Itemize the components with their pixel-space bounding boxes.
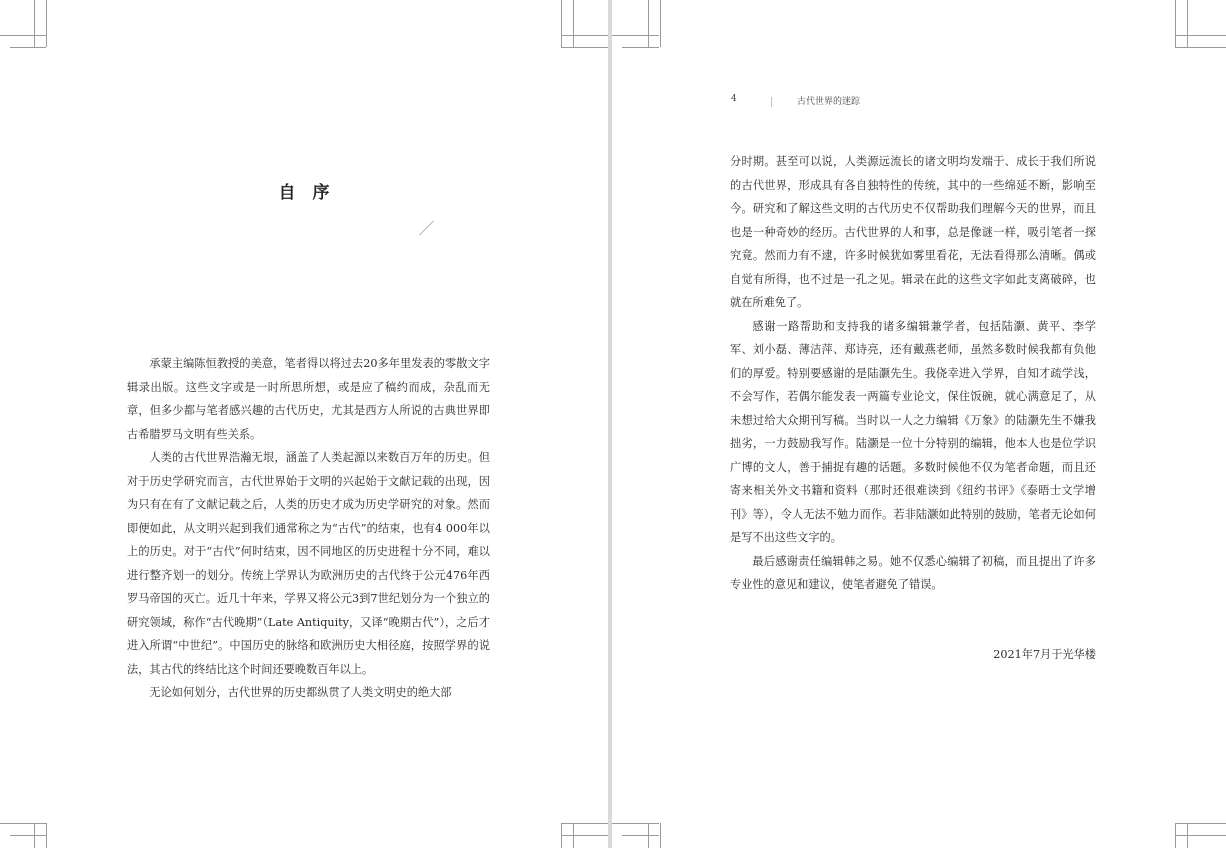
crop-mark <box>1175 835 1226 836</box>
running-title: 古代世界的迷踪 <box>797 97 861 107</box>
crop-mark <box>1175 823 1176 848</box>
crop-mark <box>1187 823 1188 848</box>
crop-mark <box>612 35 659 36</box>
page-title: 自 序 <box>278 183 330 203</box>
crop-mark <box>561 835 608 836</box>
header-separator <box>771 97 772 107</box>
crop-mark <box>622 47 659 48</box>
paragraph: 分时期。甚至可以说，人类源远流长的诸文明均发端于、成长于我们所说的古代世界，形成具有各自独特性的传统，其中的一些绵延不断，影响至今。研究和了解这些文明的古代历史不仅帮助我们理解今天的世界，而且也是一种奇妙的经历。古代世界的人和事，总是像谜一样，吸引笔者一探究竟。然而力有不逮，许多时候犹如雾里看花，无法看得那么清晰。偶或自觉有所得，也不过是一孔之见。辑录在此的这些文字如此支离破碎，也就在所难免了。 <box>730 155 1096 309</box>
crop-mark <box>1175 35 1226 36</box>
signature-date: 2021年7月于光华楼 <box>993 648 1096 661</box>
crop-mark <box>660 823 661 848</box>
paragraph: 感谢一路帮助和支持我的诸多编辑兼学者，包括陆灏、黄平、李学军、刘小磊、薄洁萍、郑诗亮，还有戴燕老师，虽然多数时候我都有负他们的厚爱。特别要感谢的是陆灏先生。我侥幸进入学界，自知才疏学浅，不会写作，若偶尔能发表一两篇专业论文，保住饭碗，就心满意足了，从未想过给大众期刊写稿。当时以一人之力编辑《万象》的陆灏先生不嫌我拙劣，一力鼓励我写作。陆灏是一位十分特别的编辑，他本人也是位学识广博的文人，善于捕捉有趣的话题。多数时候他不仅为笔者命题，而且还寄来相关外文书籍和资料（那时还很难读到《纽约书评》《泰晤士文学增刊》等），令人无法不勉力而作。若非陆灏如此特别的鼓励，笔者无论如何是写不出这些文字的。 <box>730 319 1096 544</box>
crop-mark <box>648 0 649 47</box>
crop-mark <box>1175 823 1226 824</box>
left-page-body <box>127 352 490 705</box>
paragraph: 无论如何划分，古代世界的历史都纵贯了人类文明史的绝大部 <box>149 686 452 699</box>
crop-mark <box>622 835 659 836</box>
crop-mark <box>648 823 649 848</box>
crop-mark <box>46 0 47 47</box>
crop-mark <box>561 823 562 848</box>
crop-mark <box>10 47 46 48</box>
crop-mark <box>573 823 574 848</box>
crop-mark <box>1175 0 1176 47</box>
crop-mark <box>612 823 659 824</box>
crop-mark <box>1187 0 1188 47</box>
right-page-body <box>730 150 1096 597</box>
crop-mark <box>34 0 35 47</box>
paragraph: 人类的古代世界浩瀚无垠，涵盖了人类起源以来数百万年的历史。但对于历史学研究而言，古代世界始于文明的兴起始于文献记载的出现，因为只有在有了文献记载之后，人类的历史才成为历史学研究的对象。然而即便如此，从文明兴起到我们通常称之为“古代”的结束，也有4 000年以上的历史。对于“古代”何时结束，因不同地区的历史进程十分不同，难以进行整齐划一的划分。传统上学界认为欧洲历史的古代终于公元476年西罗马帝国的灭亡。近几十年来，学界又将公元3到7世纪划分为一个独立的研究领域，称作“古代晚期”（Late Antiquity，又译“晚期古代”），之后才进入所谓“中世纪”。中国历史的脉络和欧洲历史大相径庭，按照学界的说法，其古代的终结比这个时间还要晚数百年以上。 <box>127 451 490 676</box>
crop-mark <box>561 35 608 36</box>
crop-mark <box>0 35 46 36</box>
crop-mark <box>660 0 661 47</box>
crop-mark <box>46 823 47 848</box>
crop-mark <box>0 823 46 824</box>
crop-mark <box>1175 47 1226 48</box>
crop-mark <box>34 823 35 848</box>
crop-mark <box>573 0 574 47</box>
paragraph: 承蒙主编陈恒教授的美意，笔者得以将过去20多年里发表的零散文字辑录出版。这些文字或是一时所思所想，或是应了稿约而成，杂乱而无章，但多少都与笔者感兴趣的古代历史，尤其是西方人所说的古典世界即古希腊罗马文明有些关系。 <box>127 357 490 441</box>
crop-mark <box>561 47 608 48</box>
crop-mark <box>561 823 608 824</box>
crop-mark <box>10 835 46 836</box>
page-number: 4 <box>731 94 737 104</box>
crop-mark <box>561 0 562 47</box>
title-ornament <box>419 221 434 236</box>
paragraph: 最后感谢责任编辑韩之易。她不仅悉心编辑了初稿，而且提出了许多专业性的意见和建议，使笔者避免了错误。 <box>730 554 1096 591</box>
